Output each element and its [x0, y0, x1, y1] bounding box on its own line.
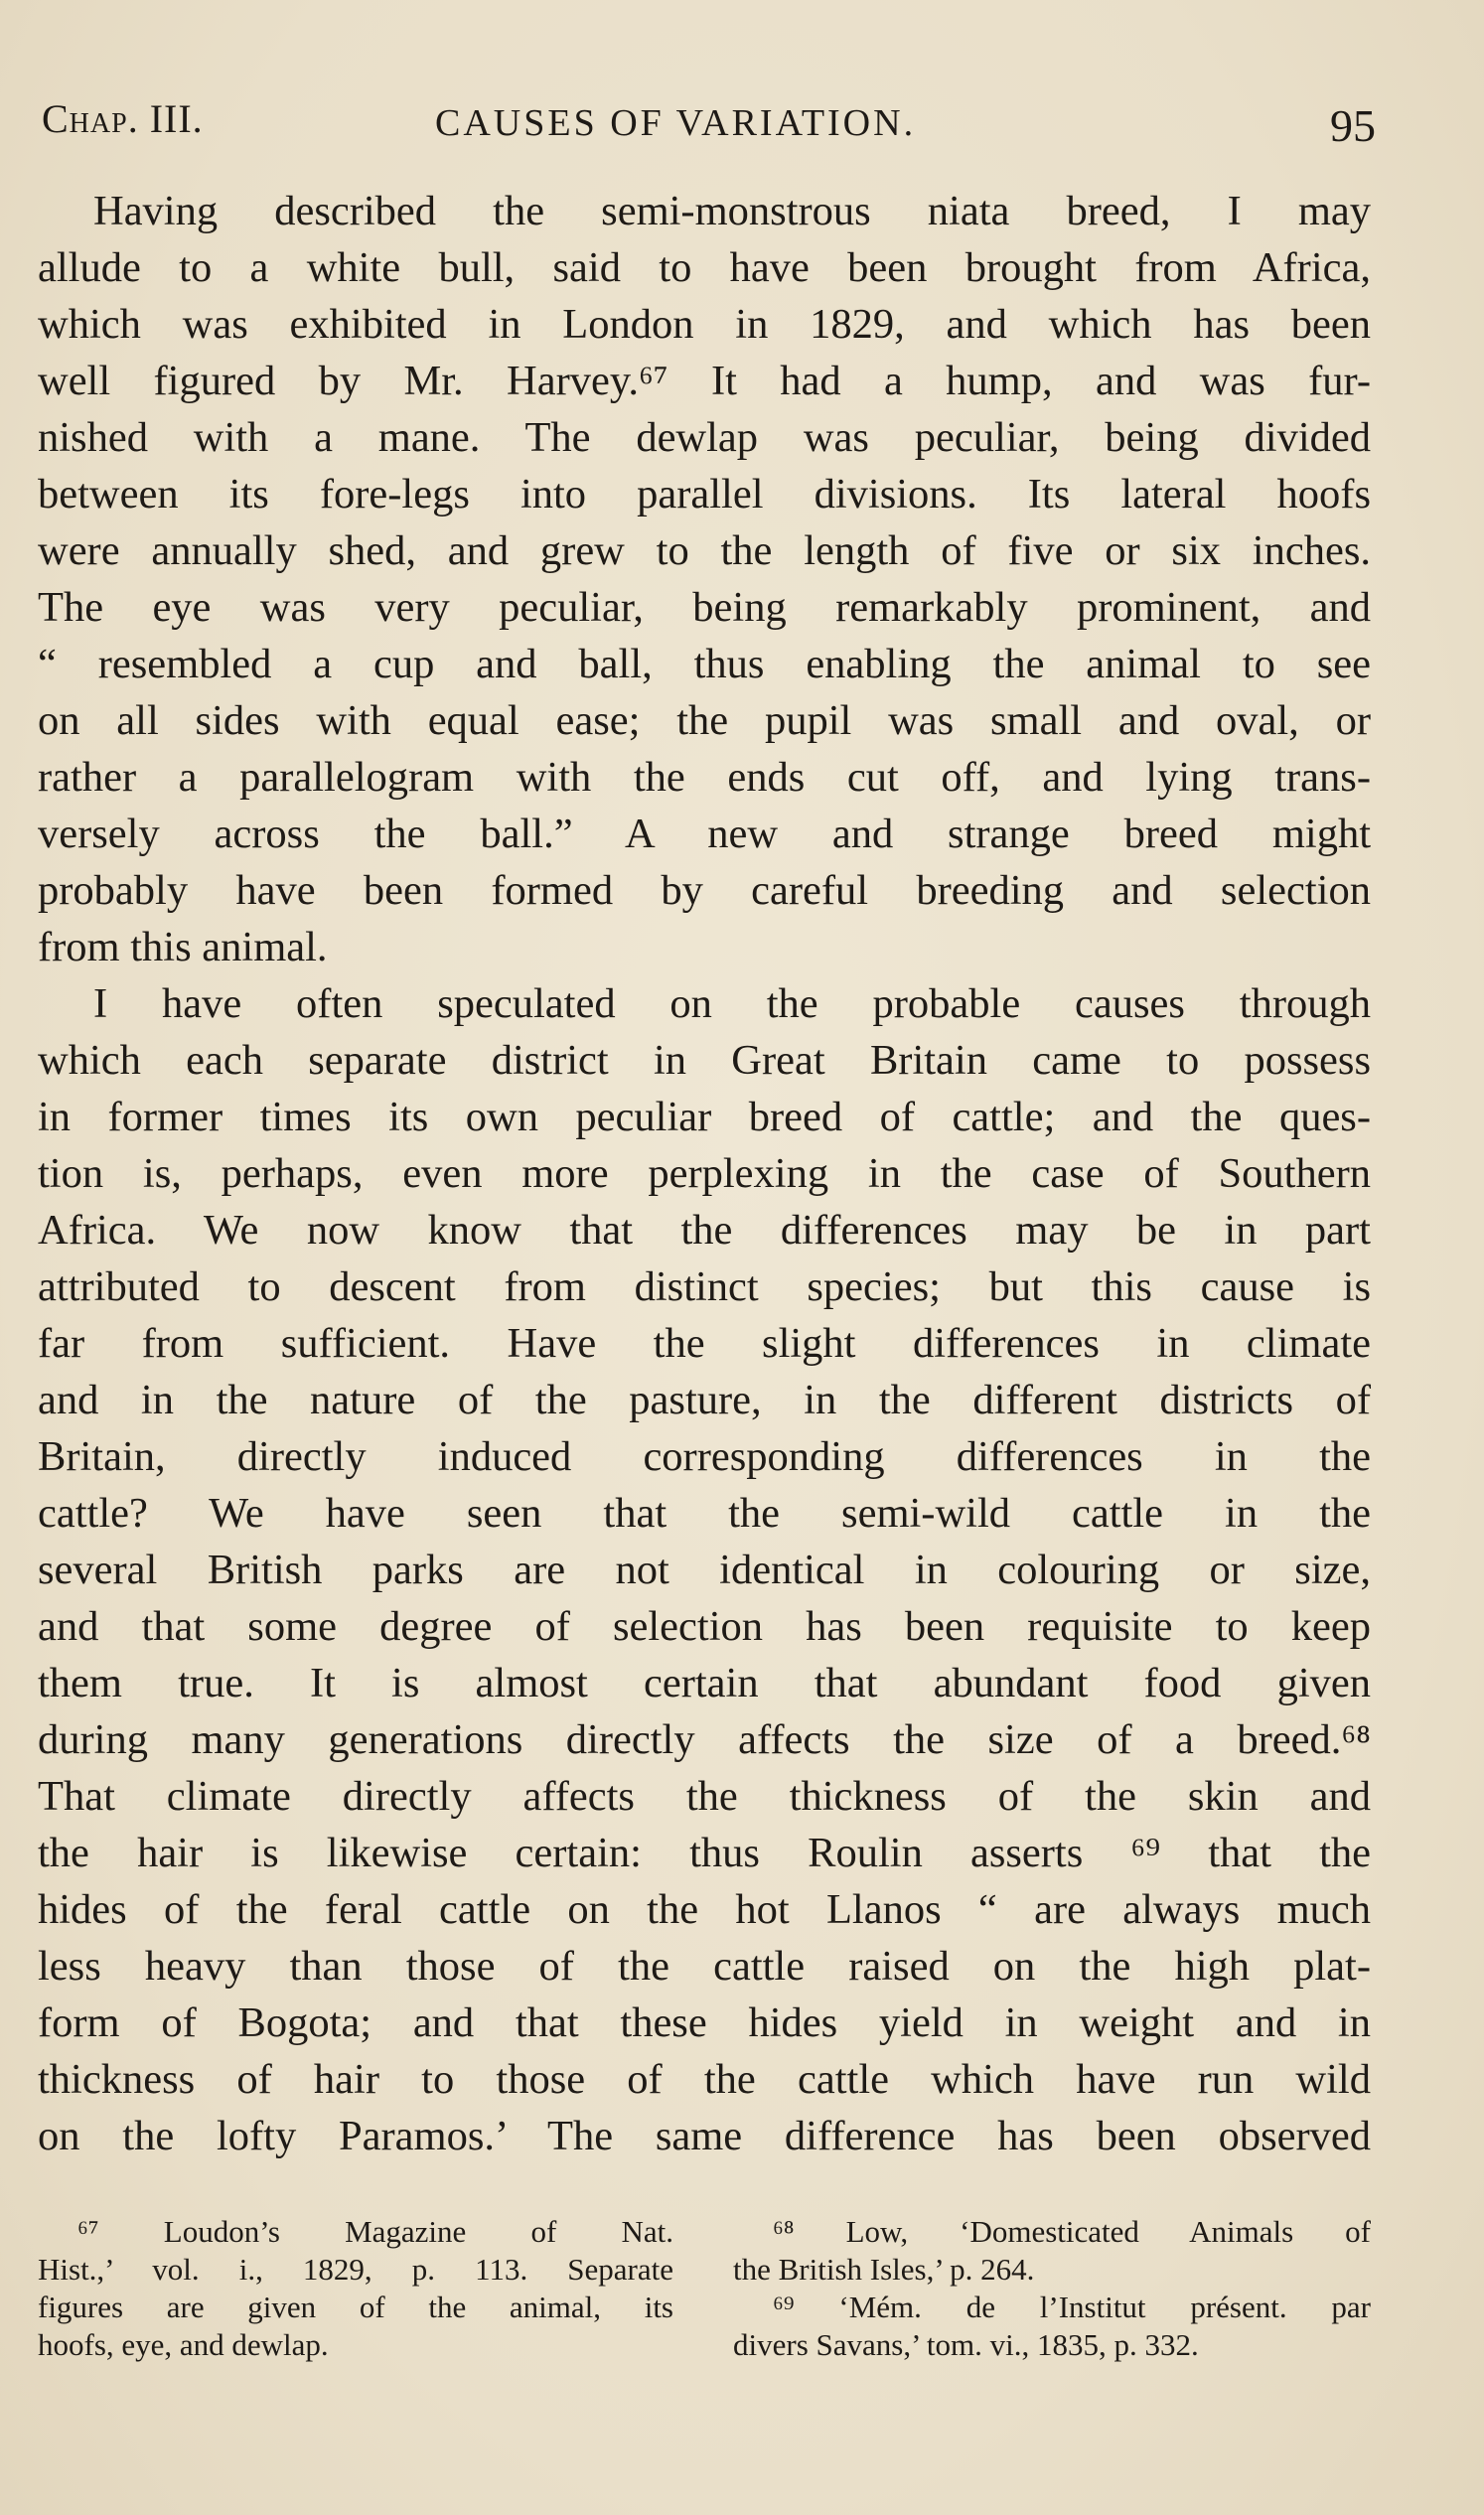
text-line: versely across the ball.” A new and strange breed might — [38, 811, 1371, 857]
body-text — [38, 183, 1371, 2164]
text-line: cattle? We have seen that the semi-wild cattle in the — [38, 1490, 1371, 1537]
text-line: were annually shed, and grew to the length of five or six inches. — [38, 527, 1371, 574]
text-line: Britain, directly induced corresponding differences in the — [38, 1433, 1371, 1480]
text-line: less heavy than those of the cattle raised on the high plat- — [38, 1943, 1371, 1990]
text-line: I have often speculated on the probable causes through — [93, 980, 1371, 1027]
text-line: several British parks are not identical in colouring or size, — [38, 1547, 1371, 1593]
text-line: attributed to descent from distinct species; but this cause is — [38, 1263, 1371, 1310]
text-line: far from sufficient. Have the slight differences in climate — [38, 1320, 1371, 1367]
footnote-column-right — [733, 2213, 1371, 2364]
text-line: That climate directly affects the thickness of the skin and — [38, 1773, 1371, 1820]
page-number: 95 — [1330, 100, 1376, 151]
footnote-line: the British Isles,’ p. 264. — [733, 2252, 1035, 2287]
text-line: during many generations directly affects the size of a breed.⁶⁸ — [38, 1716, 1371, 1763]
text-line: “ resembled a cup and ball, thus enabling the animal to see — [38, 641, 1371, 687]
footnote-line: hoofs, eye, and dewlap. — [38, 2327, 329, 2362]
text-line: well figured by Mr. Harvey.⁶⁷ It had a hump, and was fur- — [38, 358, 1371, 404]
text-line: The eye was very peculiar, being remarkably prominent, and — [38, 584, 1371, 631]
text-line: rather a parallelogram with the ends cut off, and lying trans- — [38, 754, 1371, 801]
footnote-line: ⁶⁹ ‘Mém. de l’Institut présent. par — [773, 2290, 1371, 2324]
text-line: thickness of hair to those of the cattle which have run wild — [38, 2056, 1371, 2103]
text-line: the hair is likewise certain: thus Roulin asserts ⁶⁹ that the — [38, 1830, 1371, 1876]
footnote-line: Hist.,’ vol. i., 1829, p. 113. Separate — [38, 2252, 673, 2287]
text-line: which each separate district in Great Britain came to possess — [38, 1037, 1371, 1084]
text-line: Africa. We now know that the differences may be in part — [38, 1207, 1371, 1254]
page-header — [40, 95, 1376, 155]
footnote-column-left — [38, 2213, 673, 2364]
text-line: allude to a white bull, said to have been brought from Africa, — [38, 244, 1371, 291]
text-line: Having described the semi-monstrous niata breed, I may — [93, 188, 1371, 234]
footnote-line: ⁶⁸ Low, ‘Domesticated Animals of — [773, 2214, 1371, 2249]
footnotes — [38, 2213, 1371, 2382]
text-line: probably have been formed by careful breeding and selection — [38, 867, 1371, 914]
running-title: CAUSES OF VARIATION. — [435, 102, 917, 144]
text-line: form of Bogota; and that these hides yield in weight and in — [38, 1999, 1371, 2046]
text-line: nished with a mane. The dewlap was peculiar, being divided — [38, 414, 1371, 461]
text-line: on the lofty Paramos.’ The same difference has been observed — [38, 2113, 1371, 2159]
text-line: on all sides with equal ease; the pupil was small and oval, or — [38, 697, 1371, 744]
footnote-line: divers Savans,’ tom. vi., 1835, p. 332. — [733, 2327, 1199, 2362]
chapter-label: Chap. III. — [42, 96, 204, 141]
text-line: between its fore-legs into parallel divisions. Its lateral hoofs — [38, 471, 1371, 518]
footnote-line: figures are given of the animal, its — [38, 2290, 673, 2324]
text-line: which was exhibited in London in 1829, and which has been — [38, 301, 1371, 348]
text-line: tion is, perhaps, even more perplexing in the case of Southern — [38, 1150, 1371, 1197]
text-line: and that some degree of selection has been requisite to keep — [38, 1603, 1371, 1650]
text-line: them true. It is almost certain that abundant food given — [38, 1660, 1371, 1706]
footnote-line: ⁶⁷ Loudon’s Magazine of Nat. — [77, 2214, 673, 2249]
text-line: in former times its own peculiar breed of cattle; and the ques- — [38, 1094, 1371, 1140]
text-line: hides of the feral cattle on the hot Llanos “ are always much — [38, 1886, 1371, 1933]
text-line: and in the nature of the pasture, in the different districts of — [38, 1377, 1371, 1423]
text-line: from this animal. — [38, 924, 328, 970]
